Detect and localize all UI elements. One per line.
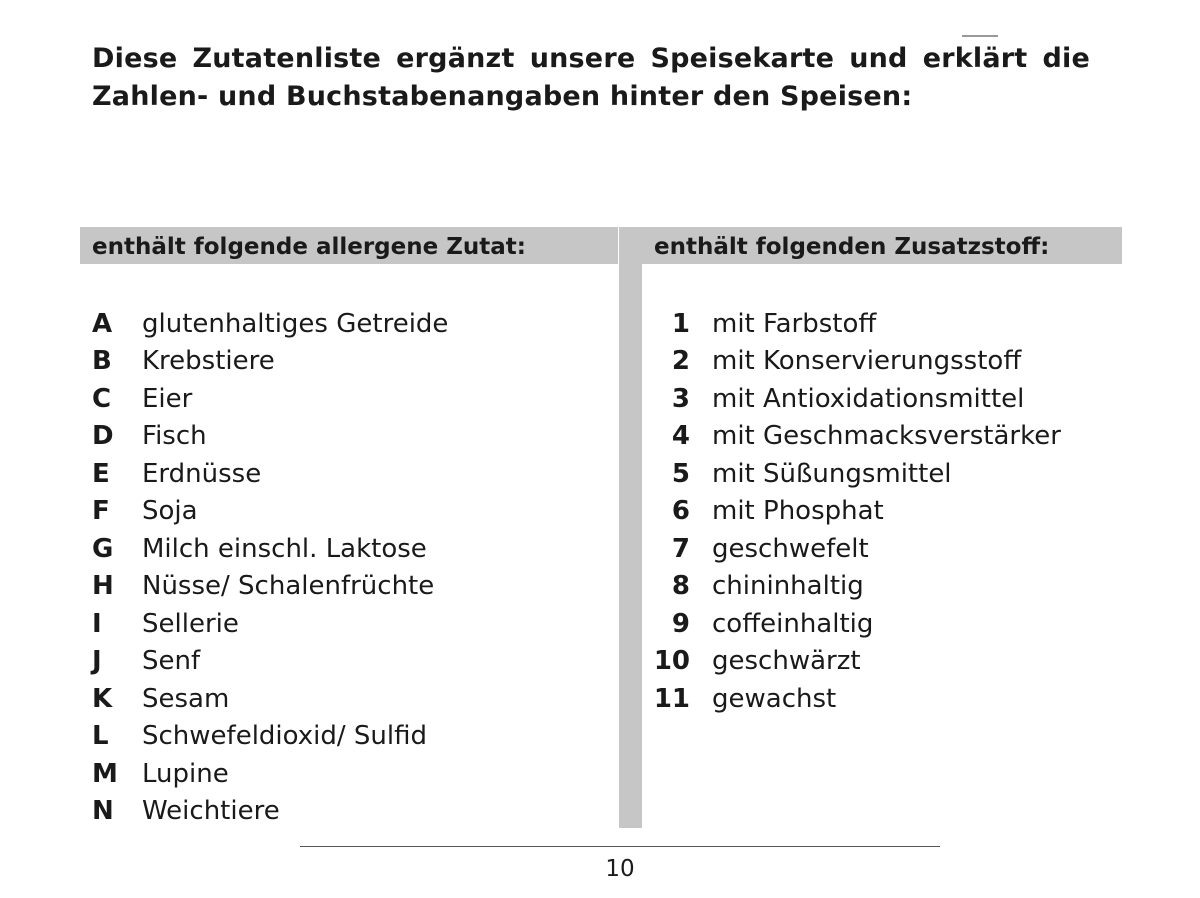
allergen-code: A — [92, 308, 113, 339]
additive-item — [650, 530, 1061, 568]
intro-paragraph: Diese Zutatenliste ergänzt unsere Speisekarte und erklärt die Zahlen- und Buchstabenangaben hinter den Speisen: — [92, 43, 1090, 112]
additive-code: 5 — [671, 458, 690, 489]
allergen-code: B — [92, 346, 112, 377]
additive-item — [650, 680, 1061, 718]
allergen-code: C — [92, 383, 112, 414]
allergen-code: M — [92, 758, 118, 789]
additive-item — [650, 305, 1061, 343]
allergen-item — [92, 493, 448, 531]
additive-item — [650, 643, 1061, 681]
allergen-label: Sellerie — [142, 608, 239, 639]
footer-rule — [300, 846, 940, 847]
allergen-item — [92, 418, 448, 456]
allergen-code: H — [92, 571, 114, 602]
additive-code: 3 — [671, 383, 690, 414]
scan-mark — [962, 35, 998, 37]
additive-label: geschwefelt — [712, 533, 869, 564]
allergen-label: Fisch — [142, 421, 207, 452]
allergen-item — [92, 305, 448, 343]
additive-label: mit Phosphat — [712, 496, 884, 527]
allergen-item — [92, 455, 448, 493]
allergen-label: Lupine — [142, 758, 229, 789]
allergen-item — [92, 568, 448, 606]
allergen-label: Nüsse/ Schalenfrüchte — [142, 571, 435, 602]
allergen-item — [92, 718, 448, 756]
additive-label: mit Farbstoff — [712, 308, 877, 339]
additive-code: 2 — [671, 346, 690, 377]
allergen-code: N — [92, 796, 114, 827]
additive-label: mit Geschmacksverstärker — [712, 421, 1061, 452]
allergen-code: D — [92, 421, 114, 452]
allergen-code: K — [92, 683, 113, 714]
column-divider — [619, 227, 642, 828]
allergen-label: Milch einschl. Laktose — [142, 533, 427, 564]
allergen-label: Soja — [142, 496, 198, 527]
additive-code: 9 — [671, 608, 690, 639]
additive-label: mit Konservierungsstoff — [712, 346, 1022, 377]
page-number: 10 — [605, 856, 635, 882]
allergen-label: Senf — [142, 646, 201, 677]
additive-code: 10 — [653, 646, 690, 677]
additive-code: 8 — [671, 571, 690, 602]
allergen-item — [92, 605, 448, 643]
allergen-code: G — [92, 533, 114, 564]
additive-label: coffeinhaltig — [712, 608, 874, 639]
additive-label: chininhaltig — [712, 571, 864, 602]
additive-item — [650, 380, 1061, 418]
additive-code: 7 — [671, 533, 690, 564]
additive-item — [650, 493, 1061, 531]
additive-code: 11 — [653, 683, 690, 714]
allergen-code: I — [92, 608, 102, 639]
additive-item — [650, 418, 1061, 456]
allergen-item — [92, 380, 448, 418]
additive-item — [650, 343, 1061, 381]
allergen-item — [92, 755, 448, 793]
allergen-item — [92, 643, 448, 681]
allergen-label: Sesam — [142, 683, 230, 714]
allergen-item — [92, 680, 448, 718]
allergen-code: J — [92, 646, 102, 677]
allergen-label: Eier — [142, 383, 193, 414]
allergens-header: enthält folgende allergene Zutat: — [80, 227, 618, 264]
allergen-code: E — [92, 458, 110, 489]
additive-item — [650, 455, 1061, 493]
additive-item — [650, 605, 1061, 643]
additive-label: mit Antioxidationsmittel — [712, 383, 1025, 414]
additive-label: mit Süßungsmittel — [712, 458, 952, 489]
additive-code: 4 — [671, 421, 690, 452]
allergen-item — [92, 530, 448, 568]
allergen-label: glutenhaltiges Getreide — [142, 308, 449, 339]
additive-label: geschwärzt — [712, 646, 861, 677]
additive-label: gewachst — [712, 683, 837, 714]
allergen-label: Erdnüsse — [142, 458, 262, 489]
allergen-label: Krebstiere — [142, 346, 275, 377]
allergen-item — [92, 343, 448, 381]
additive-code: 1 — [671, 308, 690, 339]
allergen-label: Schwefeldioxid/ Sulfid — [142, 721, 427, 752]
allergen-code: F — [92, 496, 110, 527]
additive-code: 6 — [671, 496, 690, 527]
allergen-code: L — [92, 721, 109, 752]
allergen-label: Weichtiere — [142, 796, 280, 827]
additive-item — [650, 568, 1061, 606]
allergen-list — [92, 305, 448, 830]
additives-header: enthält folgenden Zusatzstoff: — [642, 227, 1122, 264]
additive-list — [650, 305, 1061, 718]
allergen-item — [92, 793, 448, 831]
